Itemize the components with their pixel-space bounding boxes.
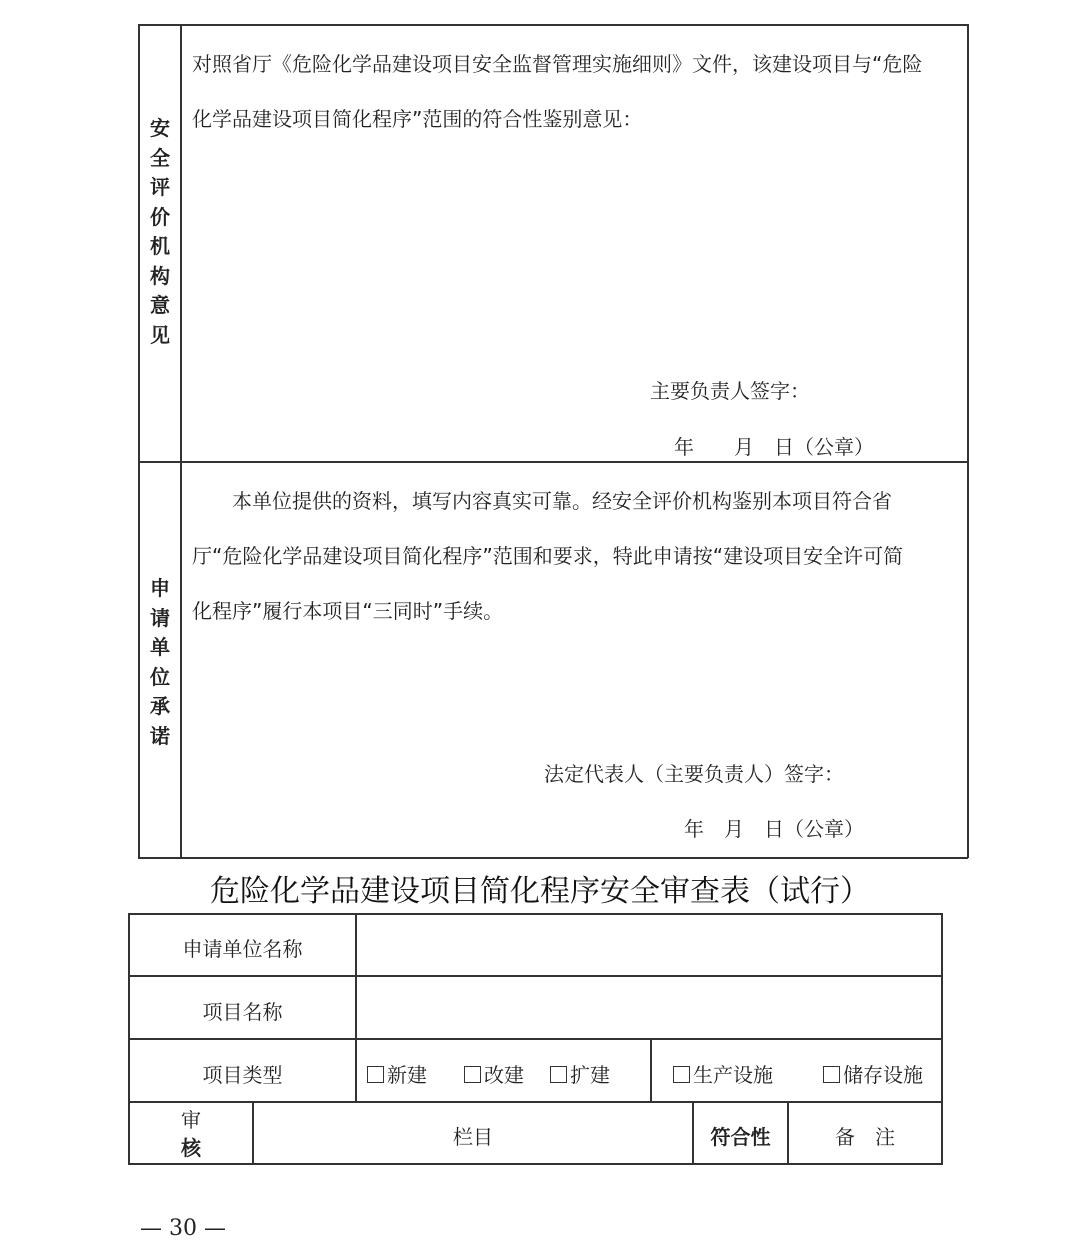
project-name-label: 项目名称 bbox=[202, 1000, 283, 1024]
table-right-border bbox=[941, 913, 943, 1165]
checkbox-expansion[interactable] bbox=[550, 1066, 567, 1083]
option-rebuild-label: 改建 bbox=[484, 1063, 524, 1087]
section2-label: 申 请 单 位 承 诺 bbox=[150, 576, 170, 748]
applicant-name-field[interactable] bbox=[357, 915, 940, 975]
option-new-build-label: 新建 bbox=[387, 1063, 427, 1087]
table-line-2 bbox=[128, 1038, 942, 1040]
upper-form-bottom-border bbox=[138, 857, 968, 859]
section1-text-line1: 对照省厅《危险化学品建设项目安全监督管理实施细则》文件，该建设项目与“危险 bbox=[192, 52, 923, 76]
checkbox-storage-facility[interactable] bbox=[823, 1066, 840, 1083]
table-line-3 bbox=[128, 1101, 942, 1103]
checkbox-production-facility[interactable] bbox=[673, 1066, 690, 1083]
option-production-facility[interactable] bbox=[673, 1059, 773, 1088]
upper-form-right-border bbox=[967, 24, 969, 858]
checkbox-new-build[interactable] bbox=[367, 1066, 384, 1083]
project-type-label: 项目类型 bbox=[202, 1063, 283, 1087]
review-form-title: 危险化学品建设项目简化程序安全审查表（试行） bbox=[210, 874, 870, 909]
table-type-divider bbox=[650, 1038, 652, 1102]
compliance-header: 符合性 bbox=[710, 1125, 771, 1149]
option-expansion[interactable] bbox=[550, 1059, 610, 1088]
section1-text-line2: 化学品建设项目简化程序”范围的符合性鉴别意见： bbox=[192, 107, 643, 131]
section1-label: 安 全 评 价 机 构 意 见 bbox=[150, 116, 170, 347]
column-header: 栏目 bbox=[453, 1125, 493, 1149]
upper-form-top-border bbox=[138, 24, 968, 26]
section1-date: 年 月 日（公章） bbox=[674, 435, 874, 459]
review-header-label: 审 核 bbox=[181, 1108, 201, 1160]
option-rebuild[interactable] bbox=[464, 1059, 524, 1088]
section2-text-line3: 化程序”履行本项目“三同时”手续。 bbox=[192, 599, 504, 623]
option-production-facility-label: 生产设施 bbox=[693, 1063, 773, 1087]
project-name-field[interactable] bbox=[357, 977, 940, 1037]
option-expansion-label: 扩建 bbox=[570, 1063, 610, 1087]
section2-text-line2: 厅“危险化学品建设项目简化程序”范围和要求，特此申请按“建设项目安全许可简 bbox=[192, 544, 904, 568]
remarks-header: 备 注 bbox=[835, 1125, 895, 1149]
section1-signature: 主要负责人签字： bbox=[650, 379, 810, 403]
section2-signature: 法定代表人（主要负责人）签字： bbox=[544, 762, 844, 786]
section2-text-line1: 本单位提供的资料，填写内容真实可靠。经安全评价机构鉴别本项目符合省 bbox=[232, 489, 892, 513]
applicant-name-label: 申请单位名称 bbox=[182, 937, 303, 961]
section2-date: 年 月 日（公章） bbox=[684, 817, 864, 841]
table-line-bottom bbox=[128, 1163, 942, 1165]
checkbox-rebuild[interactable] bbox=[464, 1066, 481, 1083]
upper-form-label-divider bbox=[180, 24, 182, 858]
upper-form-row-divider bbox=[138, 461, 968, 463]
option-storage-facility-label: 储存设施 bbox=[843, 1063, 923, 1087]
page-number: — 30 — bbox=[140, 1216, 226, 1241]
option-storage-facility[interactable] bbox=[823, 1059, 923, 1088]
option-new-build[interactable] bbox=[367, 1059, 427, 1088]
